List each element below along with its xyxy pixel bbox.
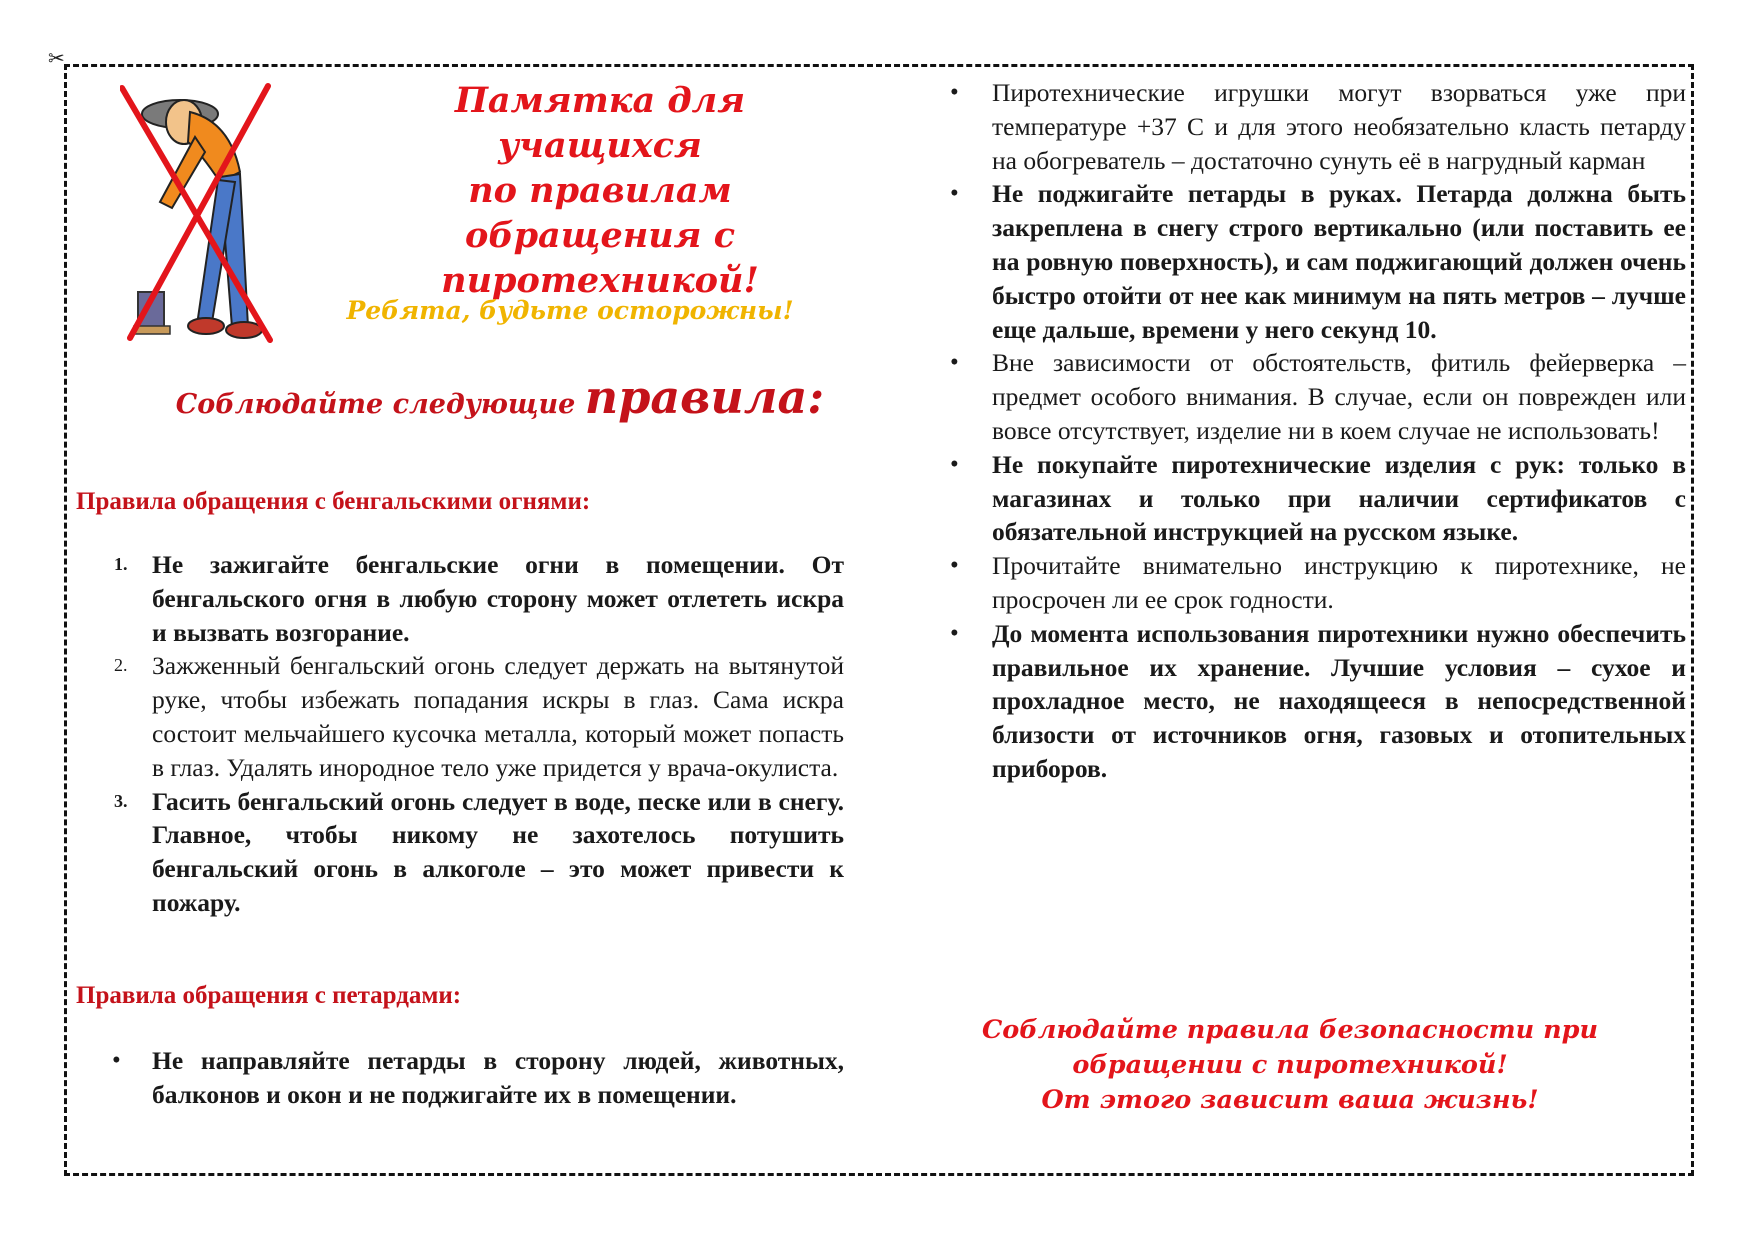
list-number: 3. (114, 790, 128, 811)
bullet-icon: • (950, 619, 959, 647)
list-item-text: Не зажигайте бенгальские огни в помещении. От бенгальского огня в любую сторону может отлететь искра и вызвать возгорание. (152, 550, 844, 647)
title-line: обращения с (464, 215, 736, 256)
closing-line: обращении с пиротехникой! (1072, 1050, 1508, 1080)
list-number: 2. (114, 655, 128, 676)
rules-heading-emphasis: правила: (584, 370, 825, 424)
bullet-icon: • (950, 349, 959, 377)
list-item (950, 549, 1686, 617)
closing-line: Соблюдайте правила безопасности при (982, 1015, 1598, 1045)
firecrackers-rules-list (76, 1044, 844, 1112)
list-number: 1. (114, 554, 128, 574)
list-item (950, 177, 1686, 346)
list-item-text: Не поджигайте петарды в руках. Петарда должна быть закреплена в снегу строго вертикально (или поставить ее на ровную поверхность), и сам поджигающий должен очень быстро отойти от нее как минимум на пять метров – лучше еще дальше, времени у него секунд 10. (992, 179, 1686, 344)
list-item-text: Зажженный бенгальский огонь следует держать на вытянутой руке, чтобы избежать попадания искры в глаз. Сама искра состоит мельчайшего кусочка металла, который может попасть в глаз. Удалять инородное тело уже придется у врача-окулиста. (152, 651, 844, 782)
bullet-icon: • (950, 180, 959, 208)
bullet-icon: • (950, 79, 959, 106)
list-item-text: Вне зависимости от обстоятельств, фитиль фейерверка – предмет особого внимания. В случае, если он поврежден или вовсе отсутствует, изделие ни в коем случае не использовать! (992, 348, 1686, 445)
list-item (950, 76, 1686, 177)
list-item-text: Не покупайте пиротехнические изделия с рук: только в магазинах и только при наличии сертификатов с обязательной инструкцией на русском языке. (992, 449, 1686, 547)
bullet-icon: • (112, 1047, 121, 1074)
title-line: пиротехникой! (441, 260, 759, 301)
sparklers-section-title: Правила обращения с бенгальскими огнями: (76, 488, 591, 515)
list-item-text: До момента использования пиротехники нужно обеспечить правильное их хранение. Лучшие условия – сухое и прохладное место, не находящееся в непосредственной близости от источников огня, газовых и отопительных приборов. (992, 618, 1686, 783)
list-item (76, 785, 844, 920)
list-item-text: Не направляйте петарды в сторону людей, животных, балконов и окон и не поджигайте их в помещении. (152, 1046, 844, 1109)
rules-heading-prefix: Соблюдайте следующие (175, 389, 585, 420)
title-line: Памятка для (454, 80, 746, 121)
title-line: учащихся (498, 125, 702, 166)
sparklers-rules-list (76, 548, 844, 920)
list-item-text: Прочитайте внимательно инструкцию к пиротехнике, не просрочен ли ее срок годности. (992, 551, 1686, 614)
leaflet-title (380, 78, 820, 303)
list-item (76, 548, 844, 649)
leaflet-subtitle: Ребята, будьте осторожны! (346, 296, 794, 325)
list-item-text: Пиротехнические игрушки могут взорваться уже при температуре +37 С и для этого необязательно класть петарду на обогреватель – достаточно сунуть её в нагрудный карман (992, 78, 1686, 175)
scissors-icon: ✂ (48, 46, 65, 70)
list-item (76, 649, 844, 784)
closing-message (930, 1013, 1650, 1118)
list-item (950, 617, 1686, 786)
list-item (76, 1044, 844, 1112)
list-item-text: Гасить бенгальский огонь следует в воде, песке или в снегу. Главное, чтобы никому не захотелось потушить бенгальский огонь в алкоголе – это может привести к пожару. (152, 786, 844, 917)
pyrotechnics-rules-list (950, 76, 1686, 786)
bullet-icon: • (950, 552, 959, 580)
closing-line: От этого зависит ваша жизнь! (1041, 1085, 1539, 1115)
list-item (950, 346, 1686, 447)
crossed-out-boy-illustration (120, 82, 300, 344)
list-item (950, 448, 1686, 549)
firecrackers-section-title: Правила обращения с петардами: (76, 982, 462, 1009)
bullet-icon: • (950, 450, 959, 478)
rules-heading (140, 370, 860, 424)
title-line: по правилам (468, 170, 732, 211)
